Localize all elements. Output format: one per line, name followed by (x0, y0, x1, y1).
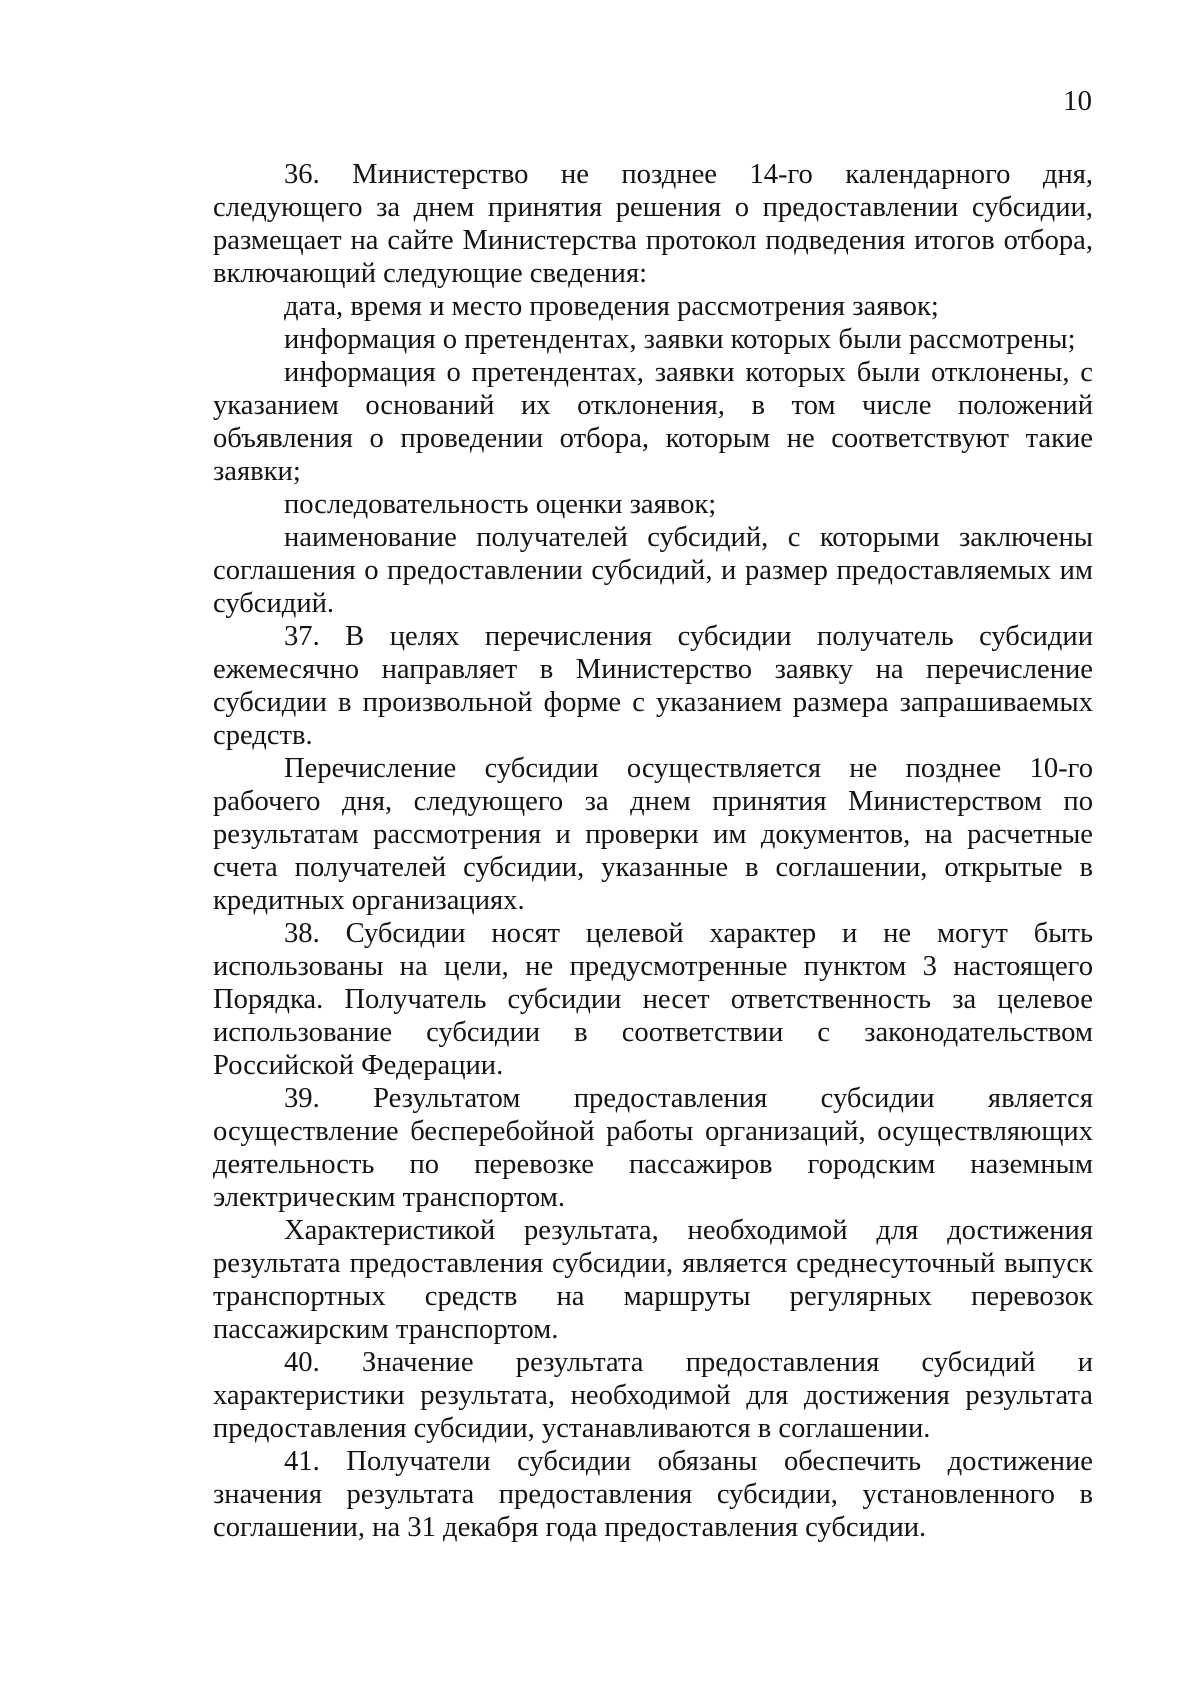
paragraph-37: 37. В целях перечисления субсидии получатель субсидии ежемесячно направляет в Министерство заявку на перечисление субсидии в произвольной форме с указанием размера запрашиваемых средств. (213, 621, 1093, 751)
paragraph-40: 40. Значение результата предоставления субсидий и характеристики результата, необходимой для достижения результата предоставления субсидии, устанавливаются в соглашении. (213, 1347, 1093, 1444)
list-item-recipients: наименование получателей субсидий, с которыми заключены соглашения о предоставлении субсидий, и размер предоставляемых им субсидий. (213, 522, 1093, 619)
list-item-rejected-applicants: информация о претендентах, заявки которых были отклонены, с указанием оснований их отклонения, в том числе положений объявления о проведении отбора, которым не соответствуют такие заявки; (213, 357, 1093, 487)
paragraph-characteristic: Характеристикой результата, необходимой для достижения результата предоставления субсидии, является среднесуточный выпуск транспортных средств на маршруты регулярных перевозок пассажирским транспортом. (213, 1215, 1093, 1345)
paragraph-39: 39. Результатом предоставления субсидии является осуществление бесперебойной работы организаций, осуществляющих деятельность по перевозке пассажиров городским наземным электрическим транспортом. (213, 1083, 1093, 1213)
paragraph-41: 41. Получатели субсидии обязаны обеспечить достижение значения результата предоставления субсидии, установленного в соглашении, на 31 декабря года предоставления субсидии. (213, 1446, 1093, 1543)
list-item-date-time-place: дата, время и место проведения рассмотрения заявок; (284, 291, 939, 322)
document-body (213, 158, 1093, 1544)
paragraph-transfer: Перечисление субсидии осуществляется не позднее 10-го рабочего дня, следующего за днем принятия Министерством по результатам рассмотрения и проверки им документов, на расчетные счета получателей субсидии, указанные в соглашении, открытые в кредитных организациях. (213, 753, 1093, 916)
page-number: 10 (1063, 85, 1092, 117)
paragraph-36: 36. Министерство не позднее 14-го календарного дня, следующего за днем принятия решения о предоставлении субсидии, размещает на сайте Министерства протокол подведения итогов отбора, включающий следующие сведения: (213, 159, 1093, 289)
list-item-evaluation-sequence: последовательность оценки заявок; (284, 489, 717, 520)
paragraph-38: 38. Субсидии носят целевой характер и не могут быть использованы на цели, не предусмотренные пунктом 3 настоящего Порядка. Получатель субсидии несет ответственность за целевое использование субсидии в соответствии с законодательством Российской Федерации. (213, 918, 1093, 1081)
list-item-considered-applicants: информация о претендентах, заявки которых были рассмотрены; (284, 324, 1076, 355)
